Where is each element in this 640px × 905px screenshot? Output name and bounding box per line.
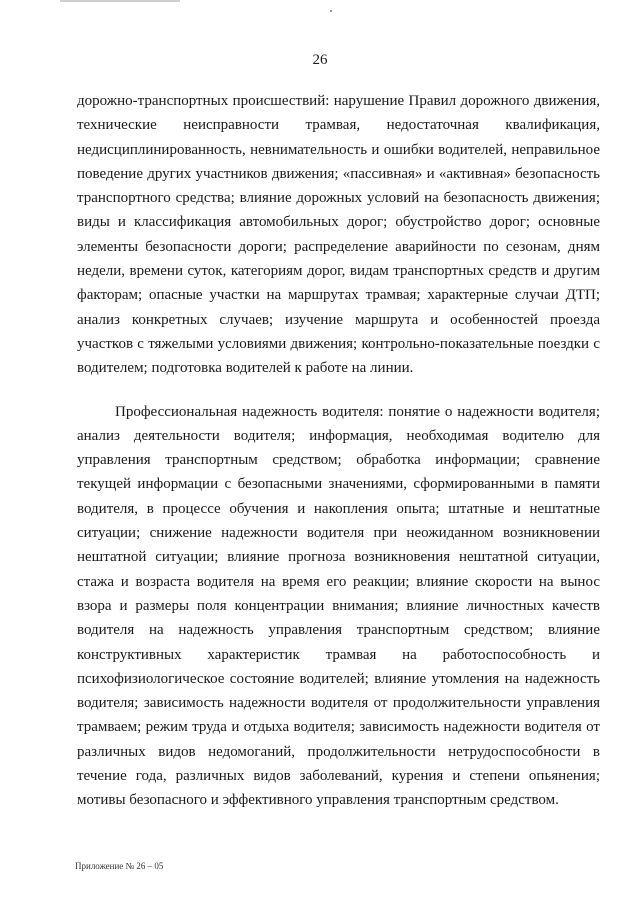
- document-body: [77, 89, 600, 813]
- scan-artifact-dot: [330, 10, 332, 12]
- paragraph-driver-reliability: Профессиональная надежность водителя: понятие о надежности водителя; анализ деятельности водителя; информация, необходимая водителю для управления транспортным средством; обработка информации; сравнение текущей информации с безопасными значениями, сформированными в памяти водителя, в процессе обучения и накопления опыта; штатные и нештатные ситуации; снижение надежности водителя при неожиданном возникновении нештатной ситуации; влияние прогноза возникновения нештатной ситуации, стажа и возраста водителя на время его реакции; влияние скорости на вынос взора и размеры поля концентрации внимания; влияние личностных качеств водителя на надежность управления транспортным средством; влияние конструктивных характеристик трамвая на работоспособность и психофизиологическое состояние водителей; влияние утомления на надежность водителя; зависимость надежности водителя от продолжительности управления трамваем; режим труда и отдыха водителя; зависимость надежности водителя от различных видов недомоганий, продолжительности нетрудоспособности в течение года, различных видов заболеваний, курения и степени опьянения; мотивы безопасного и эффективного управления транспортным средством.: [77, 403, 600, 809]
- footer-appendix-label: Приложение № 26 – 05: [75, 861, 164, 871]
- scan-artifact-line: [60, 0, 180, 2]
- paragraph-road-accidents: дорожно-транспортных происшествий: нарушение Правил дорожного движения, технические неисправности трамвая, недостаточная квалификация, недисциплинированность, невнимательность и ошибки водителей, неправильное поведение других участников движения; «пассивная» и «активная» безопасность транспортного средства; влияние дорожных условий на безопасность движения; виды и классификация автомобильных дорог; обустройство дорог; основные элементы безопасности дороги; распределение аварийности по сезонам, дням недели, времени суток, категориям дорог, видам транспортных средств и другим факторам; опасные участки на маршрутах трамвая; характерные случаи ДТП; анализ конкретных случаев; изучение маршрута и особенностей проезда участков с тяжелыми условиями движения; контрольно-показательные поездки с водителем; подготовка водителей к работе на линии.: [77, 93, 600, 377]
- page-number: 26: [312, 52, 328, 68]
